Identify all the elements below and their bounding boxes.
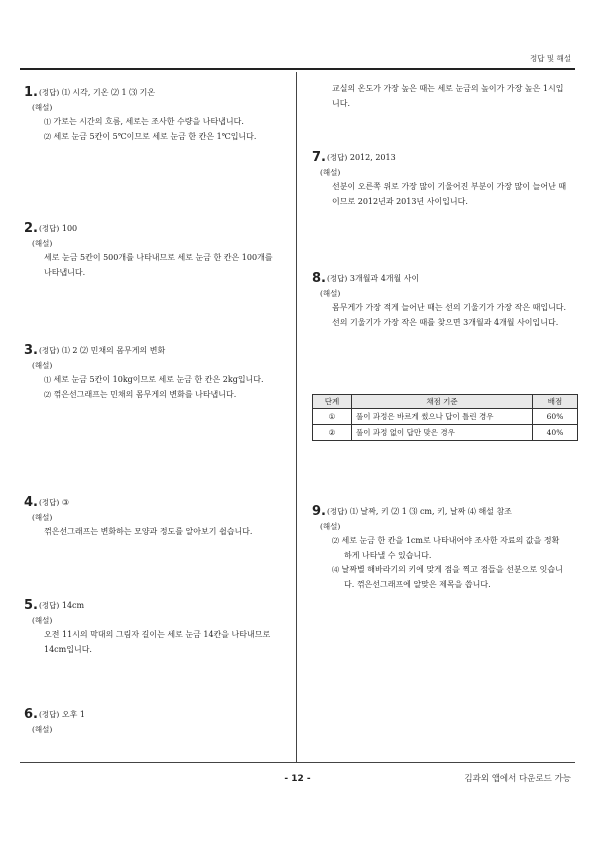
explanation-text: 선의 기울기가 가장 작은 때를 찾으면 3개월과 4개월 사이입니다. (332, 317, 559, 327)
table-header: 단계 (313, 395, 352, 409)
question-number: 9. (312, 504, 326, 519)
explanation-text: 오전 11시의 막대의 그림자 길이는 세로 눈금 14칸을 나타내므로 14cm입니다. (44, 630, 271, 654)
explanation-text: 세로 눈금 5칸이 500개를 나타내므로 세로 눈금 한 칸은 100개를 나타냅니다. (44, 253, 273, 277)
explanation-text: 몸무게가 가장 적게 늘어난 때는 선의 기울기가 가장 작은 때입니다. (332, 303, 567, 312)
question-9: 9.(정답) ⑴ 날짜, 키 ⑵ 1 ⑶ cm, 키, 날짜 ⑷ 해설 참조 (해설) ⑵ 세로 눈금 한 칸을 1cm로 나타내어야 조사한 자료의 값을 정확하게 나타낼 수 있습니다. ⑷ 날짜별 해바라기의 키에 맞게 점을 찍고 점들을 선분으로 잇습니다. 꺾은선그래프에 알맞은 제목을 씁니다. (312, 505, 567, 592)
table-cell: ② (313, 425, 352, 441)
question-6: 6.(정답) 오후 1 (해설) (24, 707, 85, 734)
table-header: 채점 기준 (352, 395, 533, 409)
page-header: 정답 및 해설 (530, 54, 571, 63)
question-number: 8. (312, 271, 326, 286)
table-row (313, 425, 578, 441)
question-7: 7.(정답) 2012, 2013 (해설) 선분이 오른쪽 위로 가장 많이 기울어진 부분이 가장 많이 늘어난 때이므로 2012년과 2013년 사이입니다. (312, 151, 567, 209)
question-8: 8.(정답) 3개월과 4개월 사이 (해설) 몸무게가 가장 적게 늘어난 때는 선의 기울기가 가장 작은 때입니다. 선의 기울기가 가장 작은 때를 찾으면 3개월과 4개월 사이입니다. (312, 272, 567, 330)
footer-rule (20, 762, 575, 763)
table-cell: 60% (533, 409, 578, 425)
table-cell: 풀이 과정 없이 답만 맞은 경우 (352, 425, 533, 441)
column-divider (296, 72, 297, 763)
explanation-item: ⑵ 꺾은선그래프는 민채의 몸무게의 변화를 나타냅니다. (44, 389, 237, 399)
answer: ③ (61, 498, 70, 507)
answer: 100 (61, 224, 78, 233)
explanation-text: 선분이 오른쪽 위로 가장 많이 기울어진 부분이 가장 많이 늘어난 때이므로 2012년과 2013년 사이입니다. (332, 182, 567, 206)
answer: ⑴ 날짜, 키 ⑵ 1 ⑶ cm, 키, 날짜 ⑷ 해설 참조 (349, 507, 512, 516)
footer-note: 김과외 앱에서 다운로드 가능 (464, 774, 571, 784)
explanation-item: ⑴ 세로 눈금 5칸이 10kg이므로 세로 눈금 한 칸은 2kg입니다. (44, 375, 264, 384)
question-number: 3. (24, 343, 38, 358)
question-3: 3.(정답) ⑴ 2 ⑵ 민채의 몸무게의 변화 (해설) ⑴ 세로 눈금 5칸이 10kg이므로 세로 눈금 한 칸은 2kg입니다. ⑵ 꺾은선그래프는 민채의 몸무게의 변화를 나타냅니다. (24, 344, 274, 402)
question-number: 5. (24, 598, 38, 613)
question-number: 1. (24, 85, 38, 100)
question-1: 1.(정답) ⑴ 시각, 기온 ⑵ 1 ⑶ 기온 (해설) ⑴ 가로는 시간의 흐름, 세로는 조사한 수량을 나타냅니다. ⑵ 세로 눈금 5칸이 5℃이므로 세로 눈금 한 칸은 1℃입니다. (24, 86, 274, 144)
table-row (313, 409, 578, 425)
explanation-item: ⑵ 세로 눈금 한 칸을 1cm로 나타내어야 조사한 자료의 값을 정확하게 나타낼 수 있습니다. (332, 536, 560, 560)
answer: ⑴ 2 ⑵ 민채의 몸무게의 변화 (61, 346, 166, 355)
table-cell: ① (313, 409, 352, 425)
question-6-continued (312, 82, 567, 111)
table-header: 배점 (533, 395, 578, 409)
table-cell: 40% (533, 425, 578, 441)
answer: 14cm (61, 601, 85, 610)
answer: 3개월과 4개월 사이 (349, 274, 420, 283)
answer: 오후 1 (61, 710, 85, 719)
table-header-row (313, 395, 578, 409)
explanation-item: ⑴ 가로는 시간의 흐름, 세로는 조사한 수량을 나타냅니다. (44, 117, 244, 126)
question-5: 5.(정답) 14cm (해설) 오전 11시의 막대의 그림자 길이는 세로 눈금 14칸을 나타내므로 14cm입니다. (24, 599, 274, 657)
question-number: 4. (24, 495, 38, 510)
question-number: 6. (24, 707, 38, 722)
answer: 2012, 2013 (349, 153, 396, 162)
answer: ⑴ 시각, 기온 ⑵ 1 ⑶ 기온 (61, 88, 156, 97)
explanation-item: ⑷ 날짜별 해바라기의 키에 맞게 점을 찍고 점들을 선분으로 잇습니다. 꺾은선그래프에 알맞은 제목을 씁니다. (332, 565, 563, 589)
question-4: 4.(정답) ③ (해설) 꺾은선그래프는 변화하는 모양과 정도를 알아보기 쉽습니다. (24, 496, 274, 540)
table-cell: 풀이 과정은 바르게 썼으나 답이 틀린 경우 (352, 409, 533, 425)
explanation-text: 교실의 온도가 가장 높은 때는 세로 눈금의 높이가 가장 높은 1시입니다. (332, 84, 564, 108)
explanation-item: ⑵ 세로 눈금 5칸이 5℃이므로 세로 눈금 한 칸은 1℃입니다. (44, 131, 257, 141)
header-rule (20, 68, 575, 70)
question-number: 7. (312, 150, 326, 165)
question-number: 2. (24, 221, 38, 236)
explanation-text: 꺾은선그래프는 변화하는 모양과 정도를 알아보기 쉽습니다. (44, 527, 253, 536)
page-number: - 12 - (284, 774, 311, 784)
scoring-table (312, 394, 578, 441)
question-2: 2.(정답) 100 (해설) 세로 눈금 5칸이 500개를 나타내므로 세로 눈금 한 칸은 100개를 나타냅니다. (24, 222, 274, 280)
